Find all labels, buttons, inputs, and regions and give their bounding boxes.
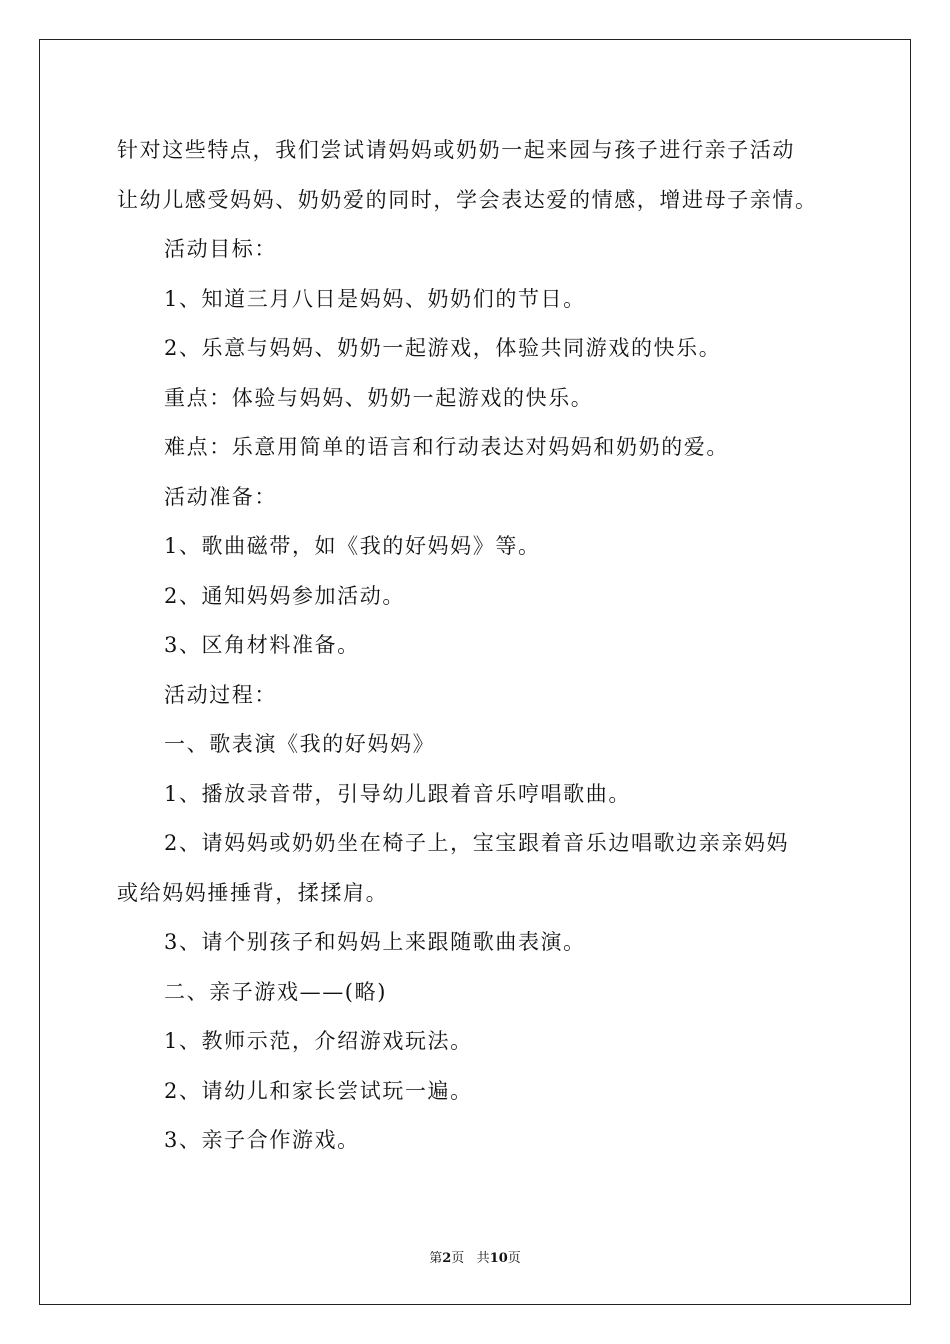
paragraph: 难点：乐意用简单的语言和行动表达对妈妈和奶奶的爱。 <box>164 435 729 459</box>
paragraph: 2、乐意与妈妈、奶奶一起游戏，体验共同游戏的快乐。 <box>164 336 722 360</box>
paragraph: 1、歌曲磁带，如《我的好妈妈》等。 <box>164 534 541 558</box>
paragraph: 让幼儿感受妈妈、奶奶爱的同时，学会表达爱的情感，增进母子亲情。 <box>117 187 818 212</box>
paragraph: 2、请幼儿和家长尝试玩一遍。 <box>164 1078 473 1103</box>
page-footer <box>0 1247 950 1266</box>
footer-page-prefix: 第 <box>429 1251 443 1266</box>
paragraph: 3、亲子合作游戏。 <box>164 1128 360 1152</box>
document-body <box>117 126 837 1166</box>
paragraph: 1、播放录音带，引导幼儿跟着音乐哼唱歌曲。 <box>164 781 631 806</box>
paragraph: 一、歌表演《我的好妈妈》 <box>164 732 436 756</box>
footer-total-number: 10 <box>489 1251 508 1266</box>
paragraph: 活动目标： <box>164 237 277 261</box>
footer-total-suffix: 页 <box>507 1251 521 1266</box>
paragraph: 活动过程： <box>164 682 277 707</box>
paragraph: 或给妈妈捶捶背，揉揉肩。 <box>117 880 389 905</box>
footer-total-prefix: 共 <box>476 1251 490 1266</box>
paragraph: 3、请个别孩子和妈妈上来跟随歌曲表演。 <box>164 930 586 954</box>
paragraph: 2、通知妈妈参加活动。 <box>164 583 405 608</box>
paragraph: 重点：体验与妈妈、奶奶一起游戏的快乐。 <box>164 385 594 410</box>
paragraph: 1、知道三月八日是妈妈、奶奶们的节日。 <box>164 286 586 311</box>
paragraph: 活动准备： <box>164 484 277 509</box>
paragraph: 二、亲子游戏——(略) <box>164 979 387 1004</box>
footer-page-suffix: 页 <box>451 1251 465 1266</box>
paragraph: 1、教师示范，介绍游戏玩法。 <box>164 1029 473 1053</box>
footer-page-number: 2 <box>442 1251 452 1266</box>
paragraph: 针对这些特点，我们尝试请妈妈或奶奶一起来园与孩子进行亲子活动 <box>117 138 795 162</box>
paragraph: 3、区角材料准备。 <box>164 633 360 657</box>
paragraph: 2、请妈妈或奶奶坐在椅子上，宝宝跟着音乐边唱歌边亲亲妈妈 <box>164 831 790 855</box>
